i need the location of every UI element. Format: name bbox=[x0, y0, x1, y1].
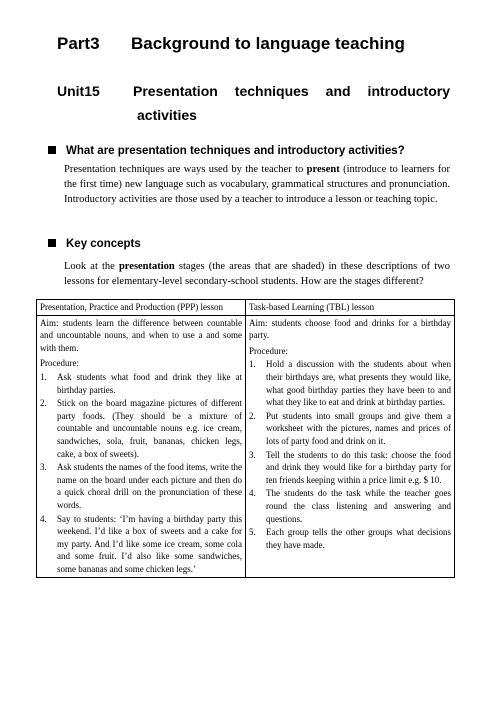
ppp-procedure-label: Procedure: bbox=[40, 358, 79, 369]
step-text: Put students into small groups and give them a worksheet with the pictures, names and prices of lots of party food and drink on it. bbox=[266, 410, 451, 446]
table-header-row bbox=[37, 300, 455, 316]
square-bullet-icon bbox=[48, 239, 56, 247]
paragraph-text: Look at the bbox=[64, 261, 119, 272]
tbl-aim: Aim: students choose food and drinks for a birthday party. bbox=[249, 317, 451, 341]
ppp-lesson-cell bbox=[37, 315, 246, 578]
step-number: 4. bbox=[40, 513, 47, 524]
paragraph-text: Presentation techniques are ways used by the teacher to bbox=[64, 164, 307, 175]
section-heading-what bbox=[48, 145, 405, 157]
tbl-header: Task-based Learning (TBL) lesson bbox=[246, 300, 455, 316]
list-item bbox=[249, 487, 451, 525]
step-text: Tell the students to do this task: choose the food and drink they would like for a birthday party for ten friends keeping within a price limit e.g. $ 10. bbox=[266, 449, 451, 485]
step-text: Hold a discussion with the students about when their birthdays are, what presents they would like, what good birthday parties they have been to and what they like to eat and drink at birthday parties. bbox=[266, 359, 451, 408]
step-text: Ask students what food and drink they like at birthday parties. bbox=[57, 371, 242, 395]
step-text: Each group tells the other groups what decisions they have made. bbox=[266, 527, 451, 550]
step-text: The students do the task while the teacher goes round the class listening and answering and questions. bbox=[266, 488, 451, 524]
ppp-steps bbox=[40, 371, 242, 576]
emphasis-term: presentation bbox=[118, 261, 175, 272]
unit-title bbox=[57, 79, 450, 127]
step-number: 3. bbox=[249, 449, 256, 460]
step-number: 1. bbox=[249, 359, 256, 370]
step-number: 3. bbox=[40, 462, 47, 473]
step-text: Say to students: ‘I’m having a birthday party this weekend. I’d like a box of sweets and a cake for my party. And I’d like some ice cream, some cola and some fruit. I’d also like some sandwiches, some bananas and some chicken legs.’ bbox=[57, 513, 242, 574]
step-number: 1. bbox=[40, 371, 47, 382]
part-heading: Background to language teaching bbox=[131, 34, 405, 53]
lesson-comparison-table bbox=[36, 299, 455, 578]
list-item bbox=[249, 410, 451, 448]
tbl-steps bbox=[249, 358, 451, 551]
ppp-aim: Aim: students learn the difference between countable and uncountable nouns, and when to use a and some with them. bbox=[40, 317, 242, 353]
table-body-row bbox=[37, 315, 455, 578]
unit-title-line2: activities bbox=[137, 107, 197, 123]
step-number: 4. bbox=[249, 488, 256, 499]
step-text: Ask students the names of the food items, write the name on the board under each picture and then do a quick choral drill on the pronunciation of these words. bbox=[57, 462, 242, 510]
section-heading-text: Key concepts bbox=[66, 238, 141, 250]
list-item bbox=[40, 461, 242, 511]
tbl-procedure-label: Procedure: bbox=[249, 345, 288, 356]
list-item bbox=[249, 526, 451, 551]
list-item bbox=[249, 358, 451, 408]
list-item bbox=[40, 513, 242, 576]
paragraph-text: (introduce to learners for the first time) new language such as vocabulary, grammatical structures and pronunciation. Introductory activities are those used by a teacher to introduce a lesson or teaching topic. bbox=[64, 164, 450, 205]
list-item bbox=[40, 371, 242, 396]
section-heading-key-concepts bbox=[48, 238, 141, 250]
definition-paragraph bbox=[64, 162, 450, 207]
emphasis-term: present bbox=[306, 164, 340, 175]
unit-title-line1: Presentation techniques and introductory bbox=[133, 83, 450, 99]
step-number: 2. bbox=[249, 410, 256, 421]
step-number: 2. bbox=[40, 398, 47, 409]
tbl-lesson-cell bbox=[246, 315, 455, 578]
ppp-header: Presentation, Practice and Production (PPP) lesson bbox=[37, 300, 246, 316]
part-title bbox=[57, 34, 405, 54]
list-item bbox=[40, 397, 242, 460]
step-text: Stick on the board magazine pictures of different party foods. (They should be a mixture of countable and uncountable nouns e.g. ice cream, sandwiches, sola, fruit, bananas, chicken legs, cake, a box of sweets). bbox=[57, 398, 242, 459]
unit-number: Unit15 bbox=[57, 83, 100, 99]
paragraph-text: stages (the areas that are shaded) in these descriptions of two lessons for elementary-level secondary-school students. How are the stages different? bbox=[64, 261, 450, 287]
list-item bbox=[249, 449, 451, 487]
key-concepts-paragraph bbox=[64, 259, 450, 289]
part-number: Part3 bbox=[57, 34, 100, 53]
section-heading-text: What are presentation techniques and introductory activities? bbox=[66, 145, 405, 157]
square-bullet-icon bbox=[48, 146, 56, 154]
step-number: 5. bbox=[249, 527, 256, 538]
